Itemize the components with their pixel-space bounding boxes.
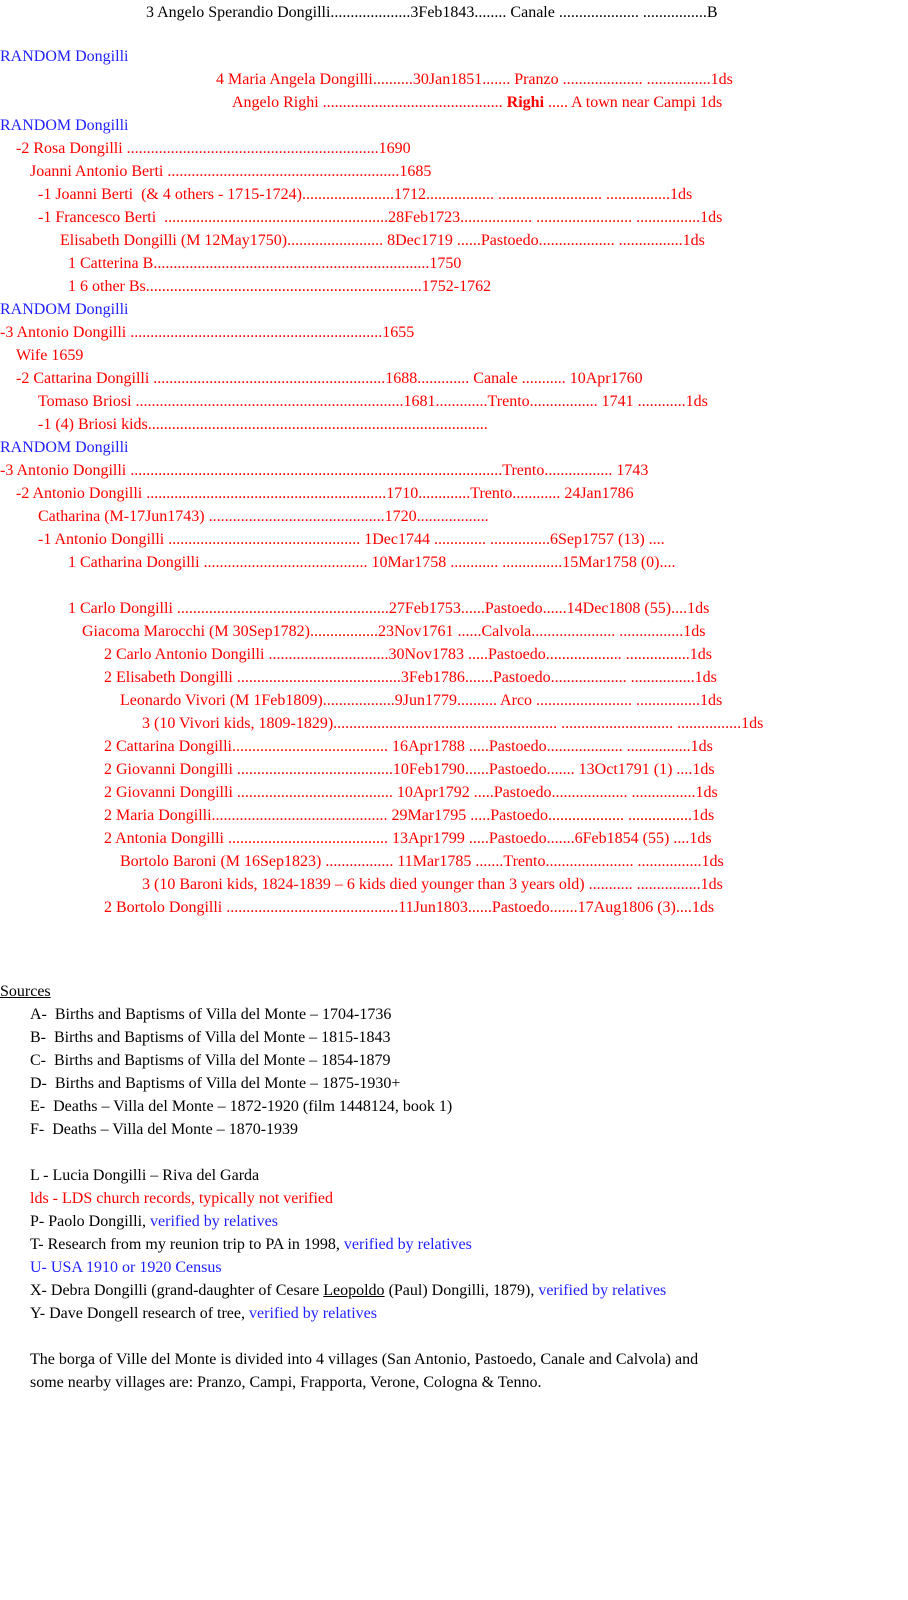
tree-line: -2 Rosa Dongilli ...............................................................1690: [16, 140, 411, 157]
source-item: B- Births and Baptisms of Villa del Monte – 1815-1843: [30, 1029, 391, 1046]
tree-line: 3 (10 Baroni kids, 1824-1839 – 6 kids died younger than 3 years old) ........... ................1ds: [142, 876, 723, 893]
tree-line: 2 Elisabeth Dongilli .........................................3Feb1786.......Pastoedo................... ................1ds: [104, 669, 717, 686]
tree-line: Joanni Antonio Berti ..........................................................1685: [30, 163, 432, 180]
tree-line: 2 Giovanni Dongilli ....................................... 10Apr1792 .....Pastoedo................... ................1ds: [104, 784, 718, 801]
tree-line: -1 Francesco Berti ........................................................28Feb1723.................. ........................ ................1ds: [38, 209, 723, 226]
tree-line: -2 Antonio Dongilli ............................................................1710.............Trento............ 24Jan1786: [16, 485, 634, 502]
tree-line-pre: Angelo Righi .............................................: [232, 94, 507, 111]
tree-line: Leonardo Vivori (M 1Feb1809)..................9Jun1779.......... Arco ........................ ................1ds: [120, 692, 723, 709]
tree-line-bold: Righi: [506, 94, 545, 111]
tree-line: 2 Giovanni Dongilli .......................................10Feb1790......Pastoedo....... 13Oct1791 (1) ....1ds: [104, 761, 715, 778]
tree-line: -1 Joanni Berti (& 4 others - 1715-1724).......................1712................. .......................... ................1ds: [38, 186, 693, 203]
section-heading: RANDOM Dongilli: [0, 117, 129, 134]
source-item: D- Births and Baptisms of Villa del Monte – 1875-1930+: [30, 1075, 401, 1092]
legend-item: T- Research from my reunion trip to PA in 1998, verified by relatives: [30, 1236, 472, 1253]
tree-line: 2 Bortolo Dongilli ...........................................11Jun1803......Pastoedo.......17Aug1806 (3)....1ds: [104, 899, 715, 916]
legend-item: X- Debra Dongilli (grand-daughter of Cesare Leopoldo (Paul) Dongilli, 1879), verified by relatives: [30, 1282, 667, 1299]
legend-item: L - Lucia Dongilli – Riva del Garda: [30, 1167, 260, 1184]
source-item: A- Births and Baptisms of Villa del Monte – 1704-1736: [30, 1006, 392, 1023]
tree-line: 3 (10 Vivori kids, 1809-1829)........................................................ ............................ ................1ds: [142, 715, 764, 732]
tree-line: 1 Catterina B.....................................................................1750: [68, 255, 462, 272]
tree-line: -1 Antonio Dongilli ................................................ 1Dec1744 ............. ...............6Sep1757 (13) ....: [38, 531, 665, 548]
tree-line: Tomaso Briosi ...................................................................1681.............Trento................. 1741 ............1ds: [38, 393, 708, 410]
tree-line: 1 Catharina Dongilli ......................................... 10Mar1758 ............ ...............15Mar1758 (0)....: [68, 554, 676, 571]
tree-line: 4 Maria Angela Dongilli..........30Jan1851....... Pranzo .................... ................1ds: [216, 71, 733, 88]
tree-line: Giacoma Marocchi (M 30Sep1782).................23Nov1761 ......Calvola..................... ................1ds: [82, 623, 706, 640]
tree-line: -1 (4) Briosi kids.....................................................................................: [38, 416, 488, 433]
tree-line: 2 Cattarina Dongilli....................................... 16Apr1788 .....Pastoedo................... ................1ds: [104, 738, 713, 755]
legend-item: U- USA 1910 or 1920 Census: [30, 1259, 222, 1276]
legend-item: Y- Dave Dongell research of tree, verified by relatives: [30, 1305, 377, 1322]
tree-line: Catharina (M-17Jun1743) ............................................1720..................: [38, 508, 489, 525]
source-item: F- Deaths – Villa del Monte – 1870-1939: [30, 1121, 299, 1138]
tree-line: 1 Carlo Dongilli .....................................................27Feb1753......Pastoedo......14Dec1808 (55)....1ds: [68, 600, 710, 617]
tree-line: 3 Angelo Sperandio Dongilli....................3Feb1843........ Canale .................... ................B: [146, 4, 718, 21]
sources-heading: Sources: [0, 983, 51, 1000]
paragraph-line: some nearby villages are: Pranzo, Campi, Frapporta, Verone, Cologna & Tenno.: [30, 1374, 542, 1391]
source-item: E- Deaths – Villa del Monte – 1872-1920 (film 1448124, book 1): [30, 1098, 453, 1115]
tree-line: -2 Cattarina Dongilli ..........................................................1688............. Canale ........... 10Apr1760: [16, 370, 643, 387]
tree-line: 1 6 other Bs.....................................................................1752-1762: [68, 278, 492, 295]
tree-line: -3 Antonio Dongilli .............................................................................................Trento................. 1743: [0, 462, 649, 479]
section-heading: RANDOM Dongilli: [0, 439, 129, 456]
source-item: C- Births and Baptisms of Villa del Monte – 1854-1879: [30, 1052, 391, 1069]
paragraph-line: The borga of Ville del Monte is divided into 4 villages (San Antonio, Pastoedo, Canale and Calvola) and: [30, 1351, 699, 1368]
tree-line: Angelo Righi ............................................. Righi ..... A town near Campi 1ds: [232, 94, 723, 111]
section-heading: RANDOM Dongilli: [0, 301, 129, 318]
tree-line: -3 Antonio Dongilli ...............................................................1655: [0, 324, 415, 341]
tree-line: Wife 1659: [16, 347, 84, 364]
tree-line: 2 Carlo Antonio Dongilli ..............................30Nov1783 .....Pastoedo................... ................1ds: [104, 646, 712, 663]
legend-item: lds - LDS church records, typically not verified: [30, 1190, 334, 1207]
legend-item: P- Paolo Dongilli, verified by relatives: [30, 1213, 278, 1230]
tree-line: 2 Maria Dongilli............................................ 29Mar1795 .....Pastoedo................... ................1ds: [104, 807, 715, 824]
tree-line: Elisabeth Dongilli (M 12May1750)........................ 8Dec1719 ......Pastoedo................... ................1ds: [60, 232, 705, 249]
section-heading: RANDOM Dongilli: [0, 48, 129, 65]
tree-line: 2 Antonia Dongilli ........................................ 13Apr1799 .....Pastoedo.......6Feb1854 (55) ....1ds: [104, 830, 712, 847]
tree-line: Bortolo Baroni (M 16Sep1823) ................. 11Mar1785 .......Trento...................... ................1ds: [120, 853, 724, 870]
